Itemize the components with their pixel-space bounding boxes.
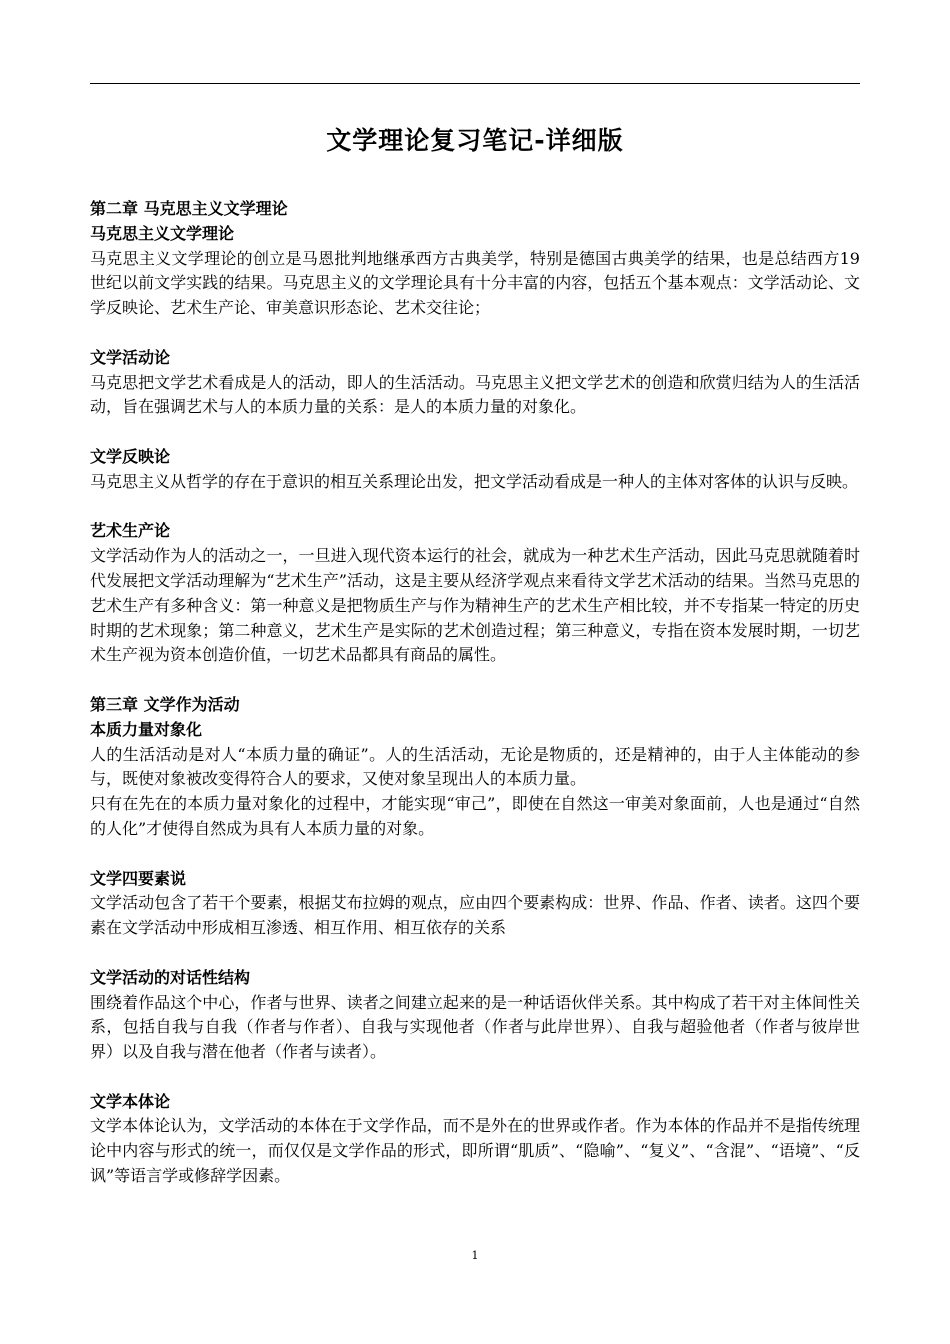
paragraph: 马克思把文学艺术看成是人的活动，即人的生活活动。马克思主义把文学艺术的创造和欣赏归结为人的生活活动，旨在强调艺术与人的本质力量的关系：是人的本质力量的对象化。 [90, 372, 860, 417]
chapter-3 [90, 693, 860, 1189]
section-heading: 文学反映论 [90, 446, 171, 466]
section-heading: 本质力量对象化 [90, 719, 203, 739]
document-body [90, 197, 860, 1189]
paragraph: 马克思主义从哲学的存在于意识的相互关系理论出发，把文学活动看成是一种人的主体对客体的认识与反映。 [90, 471, 859, 491]
section-dialogic-structure [90, 966, 860, 1065]
section-marxist-theory [90, 222, 860, 321]
chapter-2 [90, 197, 860, 668]
paragraph: 文学本体论认为，文学活动的本体在于文学作品，而不是外在的世界或作者。作为本体的作品并不是指传统理论中内容与形式的统一，而仅仅是文学作品的形式，即所谓“肌质”、“隐喻”、“复义”、“含混”、“语境”、“反讽”等语言学或修辞学因素。 [90, 1116, 860, 1186]
section-heading: 马克思主义文学理论 [90, 223, 235, 243]
paragraph: 围绕着作品这个中心，作者与世界、读者之间建立起来的是一种话语伙伴关系。其中构成了若干对主体间性关系，包括自我与自我（作者与作者）、自我与实现他者（作者与此岸世界）、自我与超验他者（作者与彼岸世界）以及自我与潜在他者（作者与读者）。 [90, 992, 860, 1062]
chapter-title: 第三章 文学作为活动 [90, 694, 240, 714]
section-four-elements [90, 867, 860, 941]
paragraph: 只有在先在的本质力量对象化的过程中，才能实现“审己”，即使在自然这一审美对象面前，人也是通过“自然的人化”才使得自然成为具有人本质力量的对象。 [90, 794, 860, 838]
section-literary-activity [90, 346, 860, 420]
document-title: 文学理论复习笔记-详细版 [326, 125, 624, 155]
section-heading: 文学本体论 [90, 1091, 171, 1111]
section-reflection-theory [90, 445, 860, 495]
paragraph: 马克思主义文学理论的创立是马恩批判地继承西方古典美学，特别是德国古典美学的结果，也是总结西方19世纪以前文学实践的结果。马克思主义的文学理论具有十分丰富的内容，包括五个基本观点：文学活动论、文学反映论、艺术生产论、审美意识形态论、艺术交往论； [90, 248, 860, 318]
header-rule [90, 83, 860, 84]
section-essential-power [90, 718, 860, 842]
section-heading: 艺术生产论 [90, 521, 171, 541]
section-heading: 文学四要素说 [90, 868, 187, 888]
paragraph: 文学活动包含了若干个要素，根据艾布拉姆的观点，应由四个要素构成：世界、作品、作者、读者。这四个要素在文学活动中形成相互渗透、相互作用、相互依存的关系 [90, 893, 860, 938]
paragraph: 文学活动作为人的活动之一，一旦进入现代资本运行的社会，就成为一种艺术生产活动，因此马克思就随着时代发展把文学活动理解为“艺术生产”活动，这是主要从经济学观点来看待文学艺术活动的结果。当然马克思的艺术生产有多种含义：第一种意义是把物质生产与作为精神生产的艺术生产相比较，并不专指某一特定的历史时期的艺术现象；第二种意义，艺术生产是实际的艺术创造过程；第三种意义，专指在资本发展时期，一切艺术生产视为资本创造价值，一切艺术品都具有商品的属性。 [90, 546, 860, 665]
chapter-title: 第二章 马克思主义文学理论 [90, 199, 288, 218]
section-heading: 文学活动的对话性结构 [90, 967, 251, 987]
section-art-production [90, 519, 860, 668]
section-heading: 文学活动论 [90, 347, 171, 367]
paragraph: 人的生活活动是对人“本质力量的确证”。人的生活活动，无论是物质的，还是精神的，由于人主体能动的参与，既使对象被改变得符合人的要求，又使对象呈现出人的本质力量。 [90, 744, 860, 789]
page-number: 1 [471, 1249, 479, 1262]
section-ontology [90, 1090, 860, 1189]
